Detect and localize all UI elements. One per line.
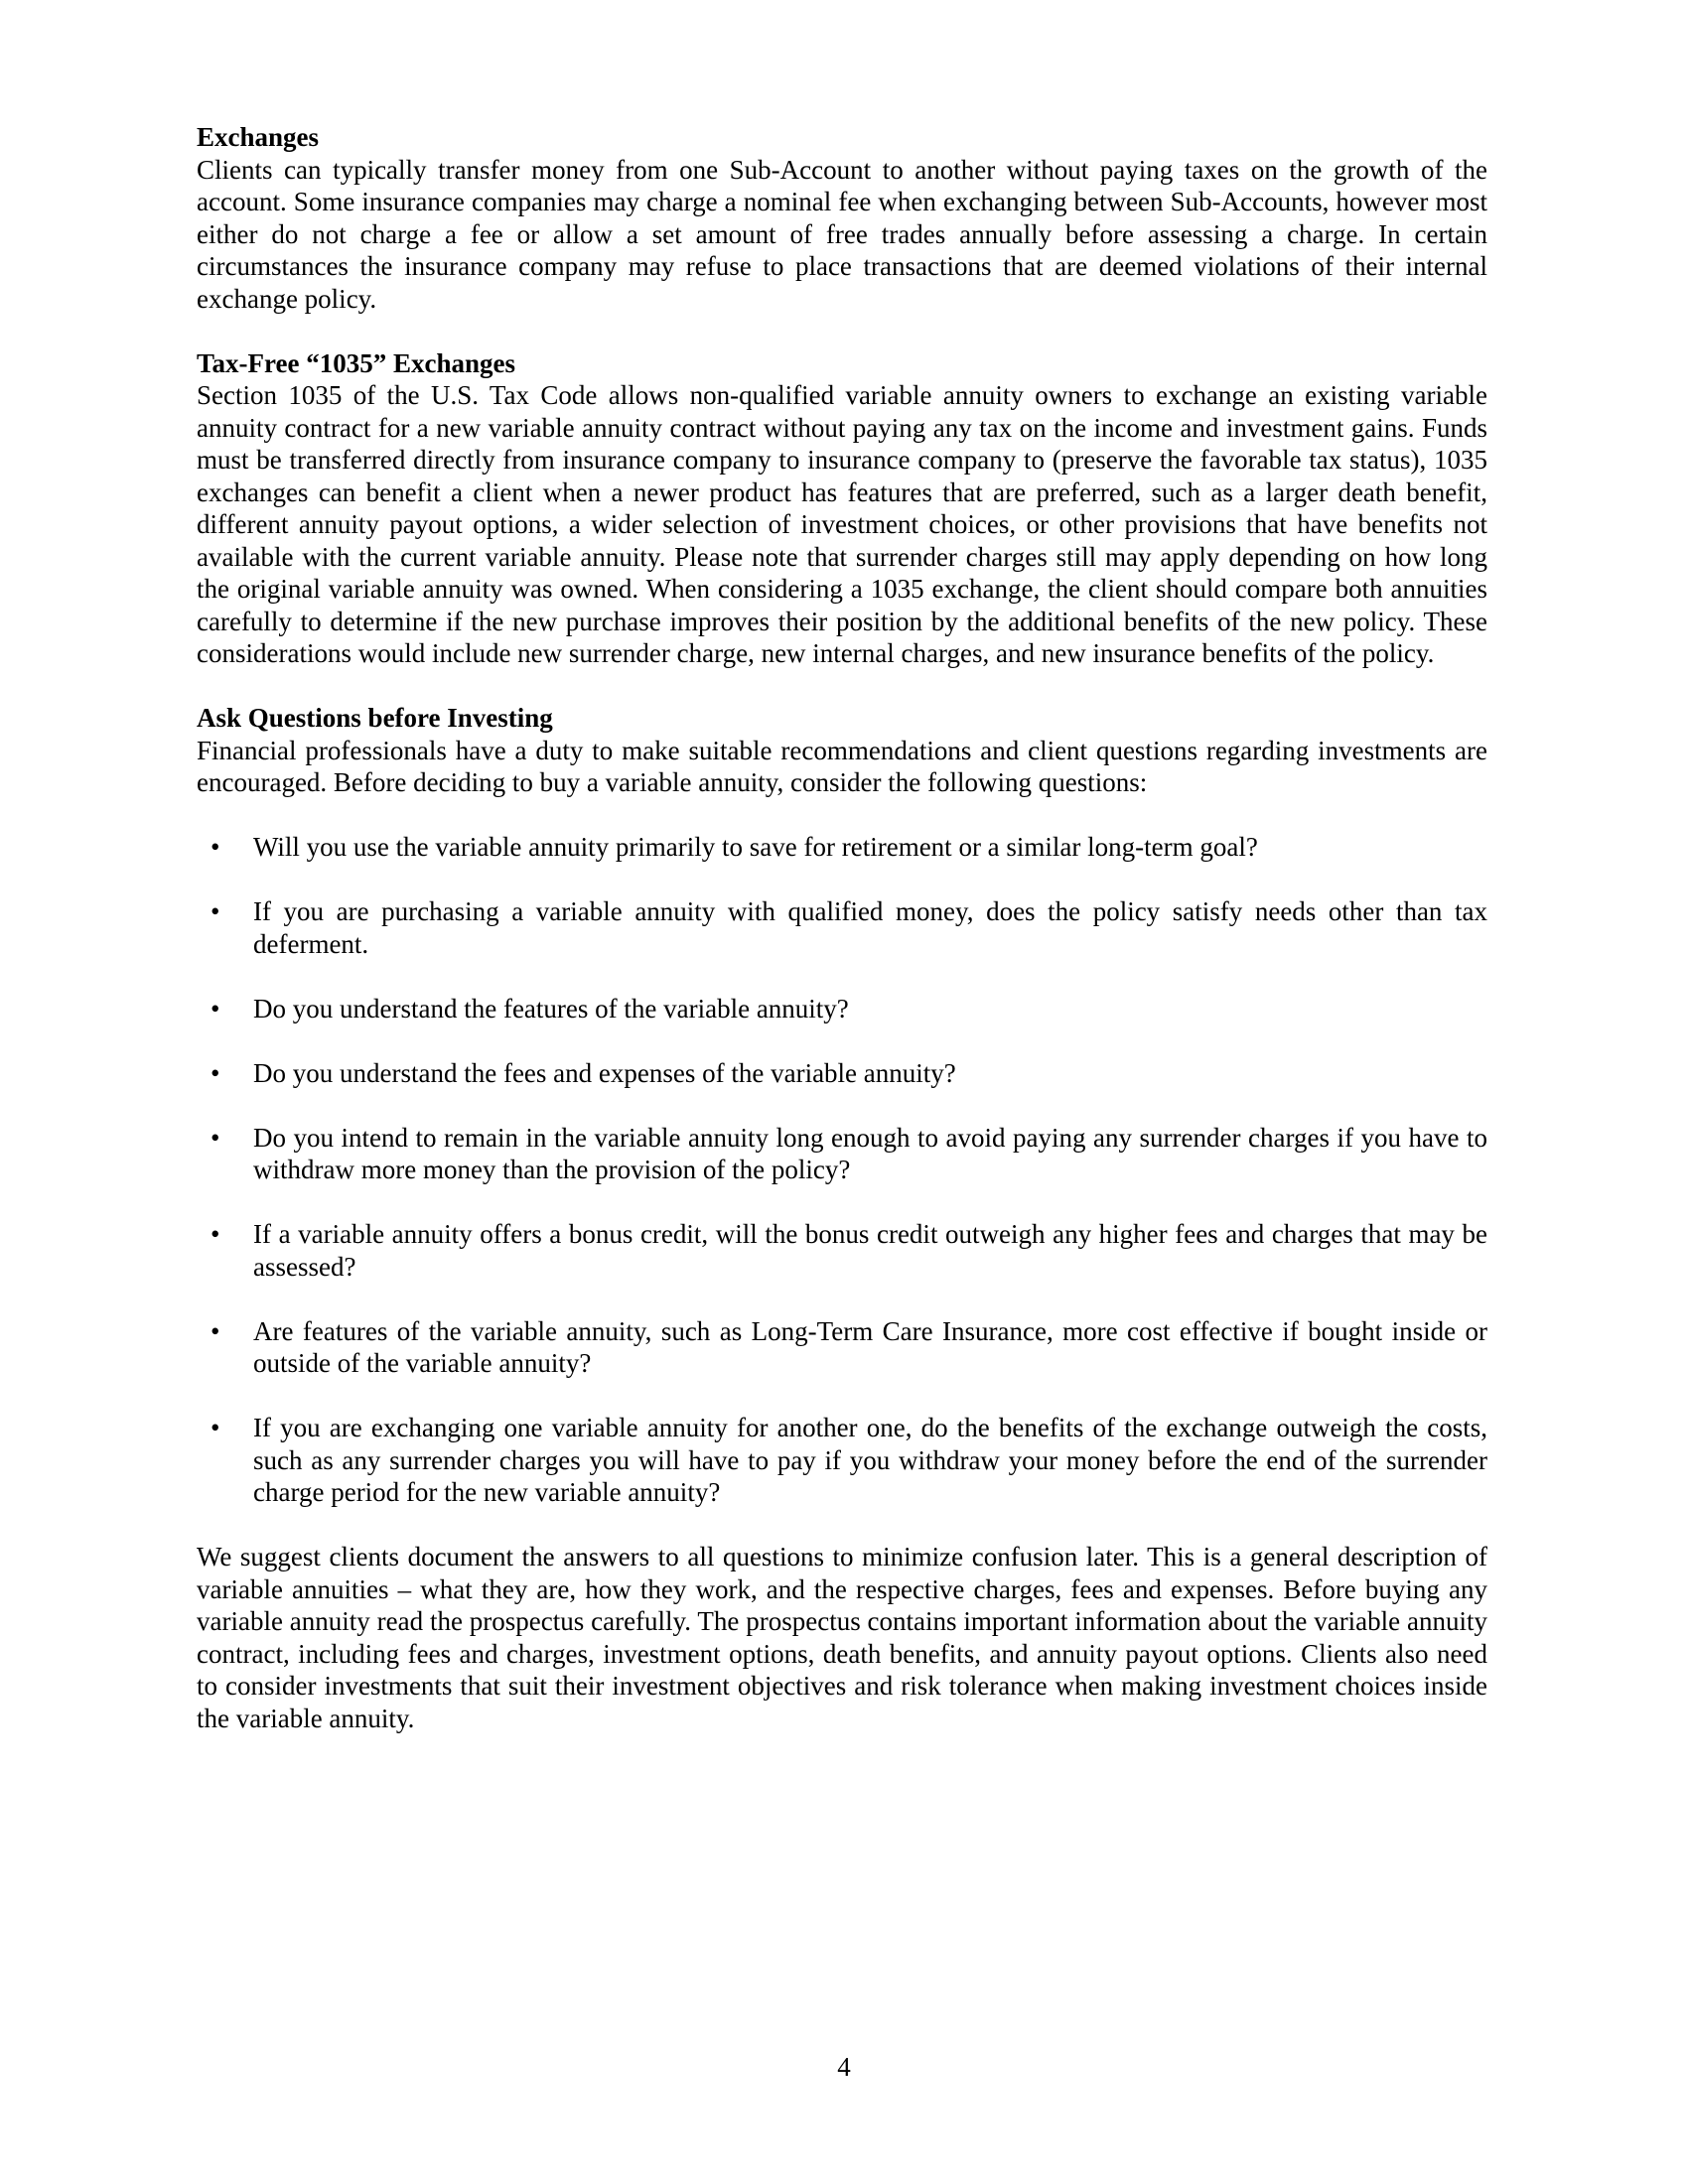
bullet-item: [197, 831, 1487, 864]
bullet-text: If a variable annuity offers a bonus credit, will the bonus credit outweigh any higher fees and charges that may be assessed?: [253, 1219, 1487, 1282]
bullet-text: Are features of the variable annuity, such as Long-Term Care Insurance, more cost effective if bought inside or outside of the variable annuity?: [253, 1315, 1487, 1378]
bullet-item: [197, 1412, 1487, 1509]
bullet-icon: •: [211, 896, 220, 926]
bullet-item: [197, 1122, 1487, 1186]
bullet-icon: •: [211, 993, 220, 1024]
page-content: [197, 121, 1487, 1767]
questions-bullet-list: [197, 831, 1487, 1509]
bullet-icon: •: [211, 832, 220, 862]
bullet-icon: •: [211, 1219, 220, 1249]
section-ask-questions: [197, 702, 1487, 1734]
paragraph-ask-questions-closing: We suggest clients document the answers to all questions to minimize confusion later. This is a general description of variable annuities – what they are, how they work, and the respective charges, fees and expenses. Before buying any variable annuity read the prospectus carefully. The prospectus contains important information about the variable annuity contract, including fees and charges, investment options, death benefits, and annuity payout options. Clients also need to consider investments that suit their investment objectives and risk tolerance when making investment choices inside the variable annuity.: [197, 1542, 1487, 1733]
bullet-text: Do you understand the fees and expenses of the variable annuity?: [253, 1057, 956, 1088]
paragraph-1035-exchanges: Section 1035 of the U.S. Tax Code allows non-qualified variable annuity owners to exchange an existing variable annuity contract for a new variable annuity contract without paying any tax on the income and investment gains. Funds must be transferred directly from insurance company to insurance company to (preserve the favorable tax status), 1035 exchanges can benefit a client when a newer product has features that are preferred, such as a larger death benefit, different annuity payout options, a wider selection of investment choices, or other provisions that have benefits not available with the current variable annuity. Please note that surrender charges still may apply depending on how long the original variable annuity was owned. When considering a 1035 exchange, the client should compare both annuities carefully to determine if the new purchase improves their position by the additional benefits of the new policy. These considerations would include new surrender charge, new internal charges, and new insurance benefits of the policy.: [197, 380, 1487, 668]
bullet-text: If you are exchanging one variable annuity for another one, do the benefits of the exchange outweigh the costs, such as any surrender charges you will have to pay if you withdraw your money before the end of the surrender charge period for the new variable annuity?: [253, 1413, 1487, 1507]
page-footer: [0, 2051, 1688, 2084]
bullet-icon: •: [211, 1122, 220, 1153]
section-heading-exchanges: Exchanges: [197, 122, 320, 152]
bullet-item: [197, 895, 1487, 960]
bullet-item: [197, 1315, 1487, 1380]
bullet-item: [197, 1218, 1487, 1283]
section-heading-ask-questions: Ask Questions before Investing: [197, 703, 553, 733]
bullet-text: If you are purchasing a variable annuity with qualified money, does the policy satisfy needs other than tax deferment.: [253, 896, 1487, 959]
bullet-item: [197, 993, 1487, 1025]
bullet-icon: •: [211, 1315, 220, 1346]
bullet-text: Will you use the variable annuity primarily to save for retirement or a similar long-term goal?: [253, 832, 1258, 862]
bullet-text: Do you intend to remain in the variable annuity long enough to avoid paying any surrender charges if you have to withdraw more money than the provision of the policy?: [253, 1122, 1487, 1184]
paragraph-exchanges: Clients can typically transfer money from one Sub-Account to another without paying taxes on the growth of the account. Some insurance companies may charge a nominal fee when exchanging between Sub-Accounts, however most either do not charge a fee or allow a set amount of free trades annually before assessing a charge. In certain circumstances the insurance company may refuse to place transactions that are deemed violations of their internal exchange policy.: [197, 154, 1487, 314]
section-1035-exchanges: [197, 347, 1487, 670]
section-exchanges: [197, 121, 1487, 315]
section-heading-1035-exchanges: Tax-Free “1035” Exchanges: [197, 347, 515, 378]
page-number: 4: [837, 2052, 851, 2082]
bullet-text: Do you understand the features of the variable annuity?: [253, 993, 849, 1024]
bullet-item: [197, 1057, 1487, 1090]
bullet-icon: •: [211, 1057, 220, 1088]
bullet-icon: •: [211, 1413, 220, 1442]
paragraph-ask-questions-intro: Financial professionals have a duty to make suitable recommendations and client questions regarding investments are encouraged. Before deciding to buy a variable annuity, consider the following questions:: [197, 735, 1487, 797]
